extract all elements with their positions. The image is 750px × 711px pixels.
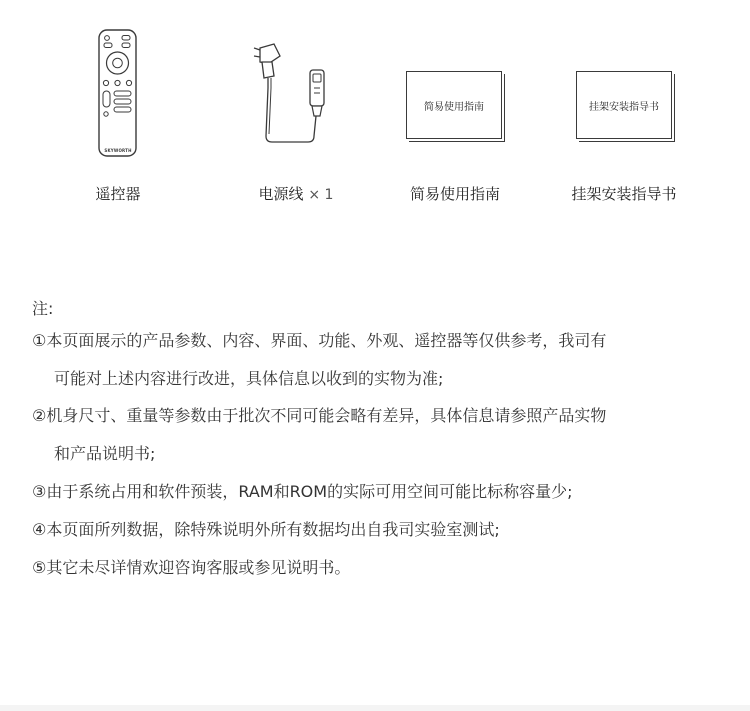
note-line: ④本页面所列数据，除特殊说明外所有数据均出自我司实验室测试; — [32, 520, 500, 539]
mount-guide-cover-title: 挂架安装指导书 — [589, 101, 659, 113]
note-line: ③由于系统占用和软件预装，RAM和ROM的实际可用空间可能比标称容量少; — [32, 482, 573, 501]
quick-guide-booklet — [406, 71, 502, 139]
mount-guide-booklet — [576, 71, 672, 139]
note-line: ①本页面展示的产品参数、内容、界面、功能、外观、遥控器等仅供参考，我司有 — [32, 331, 607, 350]
note-line: 和产品说明书; — [54, 444, 156, 463]
note-line: ②机身尺寸、重量等参数由于批次不同可能会略有差异，具体信息请参照产品实物 — [32, 406, 607, 425]
power-cable-caption-label: 电源线 — [258, 185, 304, 203]
quick-guide-caption: 简易使用指南 — [409, 185, 500, 203]
power-cable-caption — [246, 184, 346, 205]
note-line: 可能对上述内容进行改进，具体信息以收到的实物为准; — [54, 369, 444, 388]
note-line: ⑤其它未尽详情欢迎咨询客服或参见说明书。 — [32, 558, 351, 577]
remote-caption: 遥控器 — [95, 185, 141, 203]
remote-brand-mark: SKYWORTH — [104, 148, 132, 153]
mount-guide-caption: 挂架安装指导书 — [571, 185, 677, 203]
quick-guide-cover-title: 简易使用指南 — [424, 101, 484, 113]
power-cable-caption-quantity: × 1 — [308, 187, 334, 203]
bottom-divider — [0, 705, 750, 711]
power-cable-illustration — [246, 38, 330, 150]
notes-heading: 注: — [32, 299, 54, 318]
remote-control-illustration — [96, 28, 140, 160]
